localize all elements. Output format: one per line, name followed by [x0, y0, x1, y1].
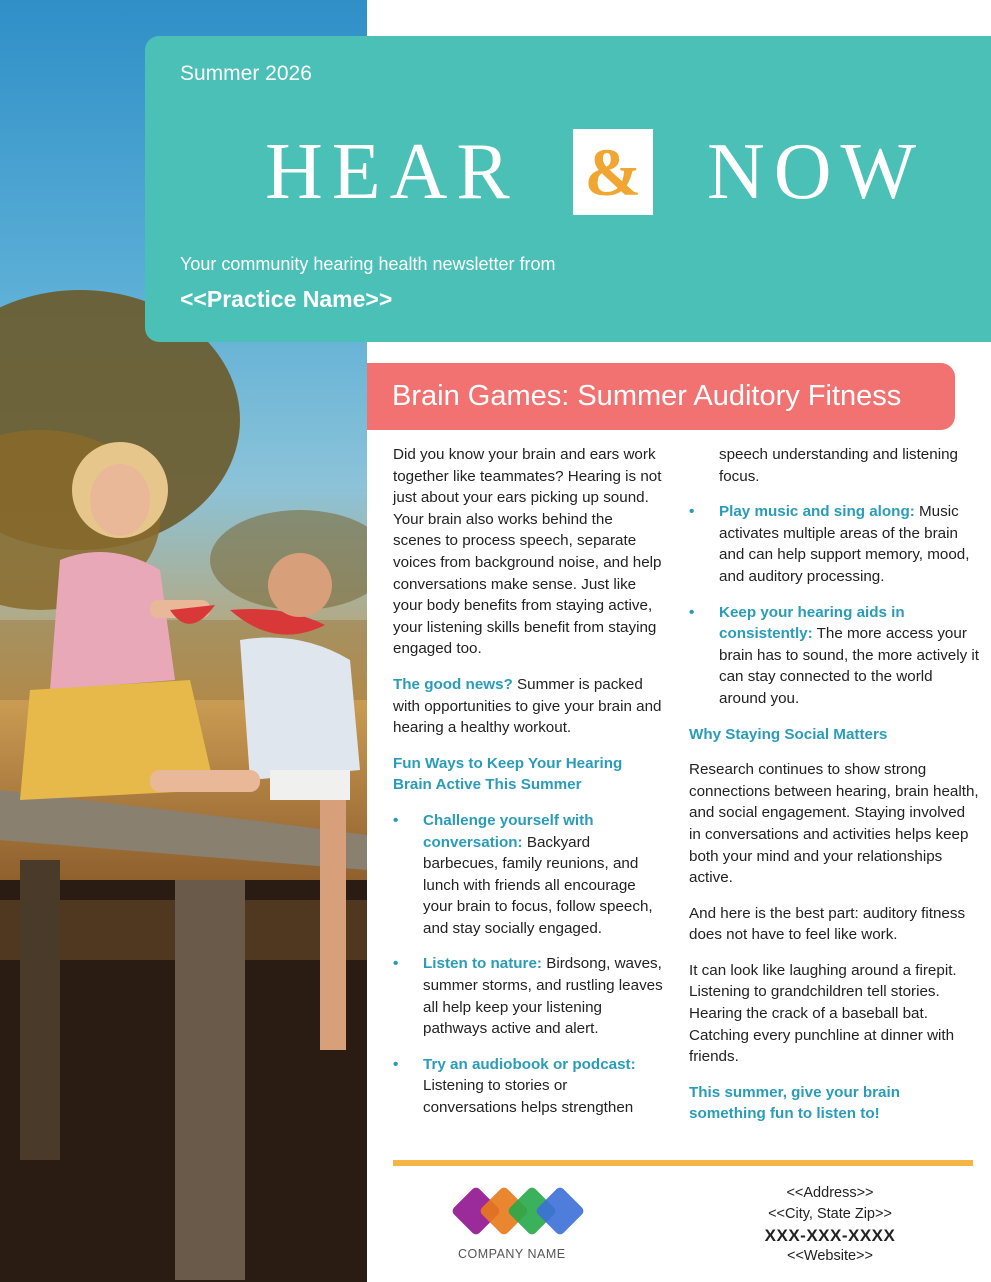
list-item — [393, 953, 665, 1039]
list-item — [393, 810, 665, 940]
social-paragraph-1: Research continues to show strong connections between hearing, brain health, and social engagement. Staying involved in conversations and activities helps keep both your mind and your relationships active. — [689, 761, 979, 887]
social-heading: Why Staying Social Matters — [689, 725, 888, 743]
article-title — [367, 363, 955, 430]
bullet-glyph: • — [393, 1055, 399, 1073]
list-item — [689, 501, 979, 587]
list-item — [689, 444, 979, 487]
tip-text: Music activates multiple areas of the brain and can help support memory, mood, and auditory processing. — [719, 503, 970, 585]
phone-number: XXX-XXX-XXXX — [764, 1226, 896, 1245]
tip-text: Birdsong, waves, summer storms, and rustling leaves all help keep your listening pathways active and alert. — [423, 955, 663, 1038]
good-news-paragraph — [393, 674, 665, 739]
tip-lead: Try an audiobook or podcast: — [423, 1055, 636, 1073]
address: <<Address>> — [786, 1185, 874, 1201]
practice-name: <<Practice Name>> — [180, 286, 393, 312]
footer-divider — [393, 1160, 973, 1166]
bullet-glyph: • — [689, 603, 695, 621]
tip-text: The more access your brain has to sound, the more actively it can stay connected to the world around you. — [719, 625, 980, 707]
closing-line: This summer, give your brain something fun to listen to! — [689, 1083, 901, 1123]
contact-block — [745, 1183, 915, 1267]
tip-text: speech understanding and listening focus. — [719, 446, 958, 485]
intro-paragraph: Did you know your brain and ears work together like teammates? Hearing is not just about your ears picking up sound. Your brain also works behind the scenes to process speech, separate voices from background noise, and help conversations make sense. Just like your body benefits from staying active, your listening skills benefit from staying engaged too. — [393, 446, 662, 658]
tip-text: Backyard barbecues, family reunions, and lunch with friends all encourage your brain to focus, follow speech, and stay socially engaged. — [423, 833, 653, 937]
tip-lead: Keep your hearing aids in consistently: — [719, 603, 905, 643]
ampersand-box — [573, 129, 653, 215]
article-column-right — [689, 444, 979, 1139]
company-name: COMPANY NAME — [458, 1247, 566, 1261]
article-title-text: Brain Games: Summer Auditory Fitness — [392, 380, 902, 412]
bullet-glyph: • — [393, 811, 399, 829]
good-news-lead: The good news? — [393, 675, 513, 693]
social-paragraph-3: It can look like laughing around a firepit. Listening to grandchildren tell stories. Hearing the crack of a baseball bat. Catching every punchline at dinner with friends. — [689, 961, 957, 1066]
tip-lead: Challenge yourself with conversation: — [423, 811, 594, 851]
tips-list-continued — [689, 444, 979, 710]
city-state-zip: <<City, State Zip>> — [768, 1206, 892, 1222]
website: <<Website>> — [787, 1248, 873, 1264]
masthead-banner — [145, 36, 991, 342]
list-item — [689, 602, 979, 710]
social-paragraph-2: And here is the best part: auditory fitness does not have to feel like work. — [689, 904, 966, 944]
list-item — [393, 1054, 665, 1119]
fun-ways-heading: Fun Ways to Keep Your Hearing Brain Active This Summer — [393, 754, 623, 794]
ampersand: & — [584, 133, 642, 210]
good-news-text: Summer is packed with opportunities to give your brain and hearing a healthy workout. — [393, 675, 662, 737]
newsletter-title — [265, 126, 925, 218]
tips-list — [393, 810, 665, 1119]
bullet-glyph: • — [689, 503, 695, 521]
tip-lead: Listen to nature: — [423, 955, 542, 973]
issue-season: Summer 2026 — [180, 62, 312, 85]
bullet-glyph: • — [393, 955, 399, 973]
title-word-hear: HEAR — [265, 127, 519, 216]
tip-lead: Play music and sing along: — [719, 503, 915, 521]
tip-text: Listening to stories or conversations helps strengthen — [423, 1077, 634, 1117]
article-column-left — [393, 444, 665, 1133]
title-word-now: NOW — [706, 127, 925, 216]
tagline: Your community hearing health newsletter from — [180, 254, 556, 274]
